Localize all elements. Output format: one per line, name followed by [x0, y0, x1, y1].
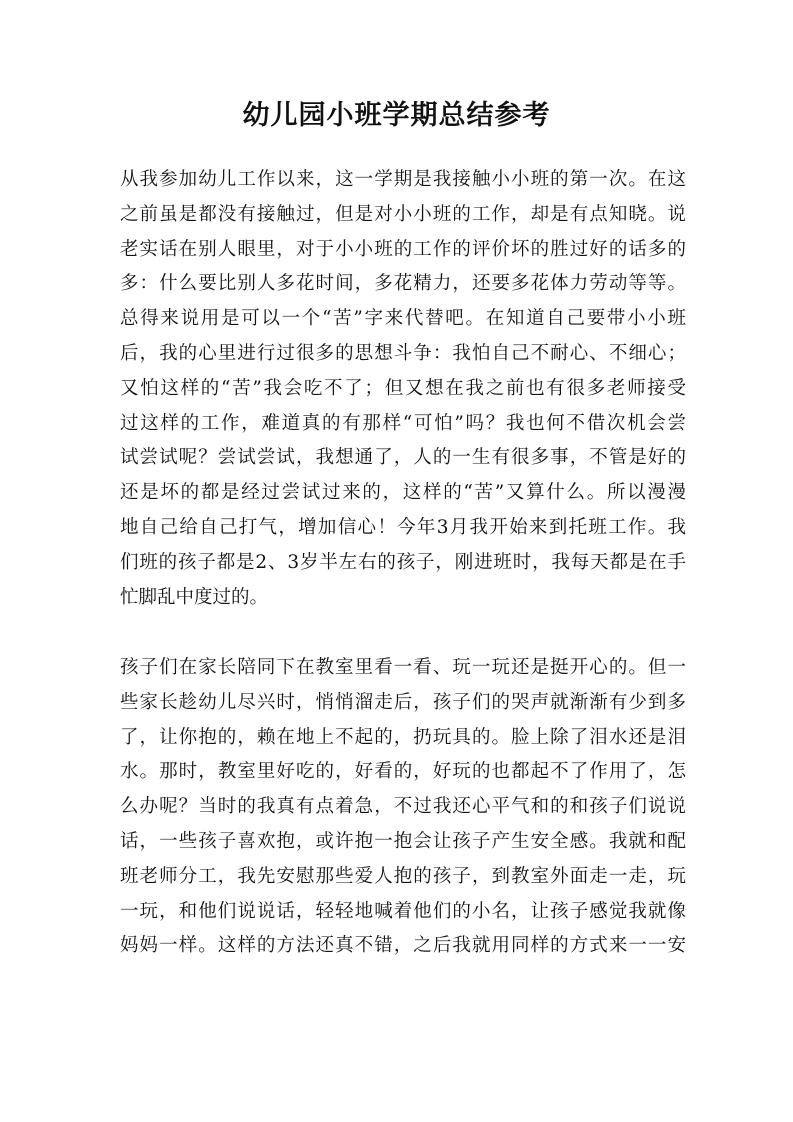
text-line: 么办呢？当时的我真有点着急，不过我还心平气和的和孩子们说说: [120, 796, 686, 818]
text-line: 又怕这样的“苦”我会吃不了；但又想在我之前也有很多老师接受: [120, 377, 686, 399]
paragraph-2: [120, 651, 686, 964]
text-line: 班老师分工，我先安慰那些爱人抱的孩子，到教室外面走一走，玩: [120, 865, 686, 887]
text-line: 们班的孩子都是2、3岁半左右的孩子，刚进班时，我每天都是在手: [120, 551, 686, 573]
text-line: 还是坏的都是经过尝试过来的，这样的“苦”又算什么。所以漫漫: [120, 482, 686, 504]
document-title: 幼儿园小班学期总结参考: [242, 100, 551, 131]
text-line: 多：什么要比别人多花时间，多花精力，还要多花体力劳动等等。: [120, 273, 686, 295]
text-line: 从我参加幼儿工作以来，这一学期是我接触小小班的第一次。在这: [120, 169, 686, 190]
text-line: 后，我的心里进行过很多的思想斗争：我怕自己不耐心、不细心；: [120, 342, 686, 364]
text-line: 忙脚乱中度过的。: [120, 586, 269, 608]
text-line: 总得来说用是可以一个“苦”字来代替吧。在知道自己要带小小班: [120, 308, 686, 330]
text-line: 妈妈一样。这样的方法还真不错，之后我就用同样的方式来一一安: [120, 935, 686, 957]
text-line: 老实话在别人眼里，对于小小班的工作的评价坏的胜过好的话多的: [120, 238, 686, 260]
text-line: 试尝试呢？尝试尝试，我想通了，人的一生有很多事，不管是好的: [120, 447, 686, 469]
text-line: 水。那时，教室里好吃的，好看的，好玩的也都起不了作用了，怎: [120, 761, 686, 783]
text-line: 些家长趁幼儿尽兴时，悄悄溜走后，孩子们的哭声就渐渐有少到多: [120, 691, 686, 713]
text-line: 之前虽是都没有接触过，但是对小小班的工作，却是有点知晓。说: [120, 203, 686, 225]
text-line: 地自己给自己打气，增加信心！今年3月我开始来到托班工作。我: [120, 516, 686, 538]
text-line: 了，让你抱的，赖在地上不起的，扔玩具的。脸上除了泪水还是泪: [120, 726, 686, 748]
text-line: 话，一些孩子喜欢抱，或许抱一抱会让孩子产生安全感。我就和配: [120, 830, 686, 852]
text-line: 一玩，和他们说说话，轻轻地喊着他们的小名，让孩子感觉我就像: [120, 900, 686, 922]
text-line: 孩子们在家长陪同下在教室里看一看、玩一玩还是挺开心的。但一: [120, 657, 686, 678]
paragraph-1: [120, 163, 686, 615]
text-line: 过这样的工作，难道真的有那样“可怕”吗？我也何不借次机会尝: [120, 412, 686, 434]
